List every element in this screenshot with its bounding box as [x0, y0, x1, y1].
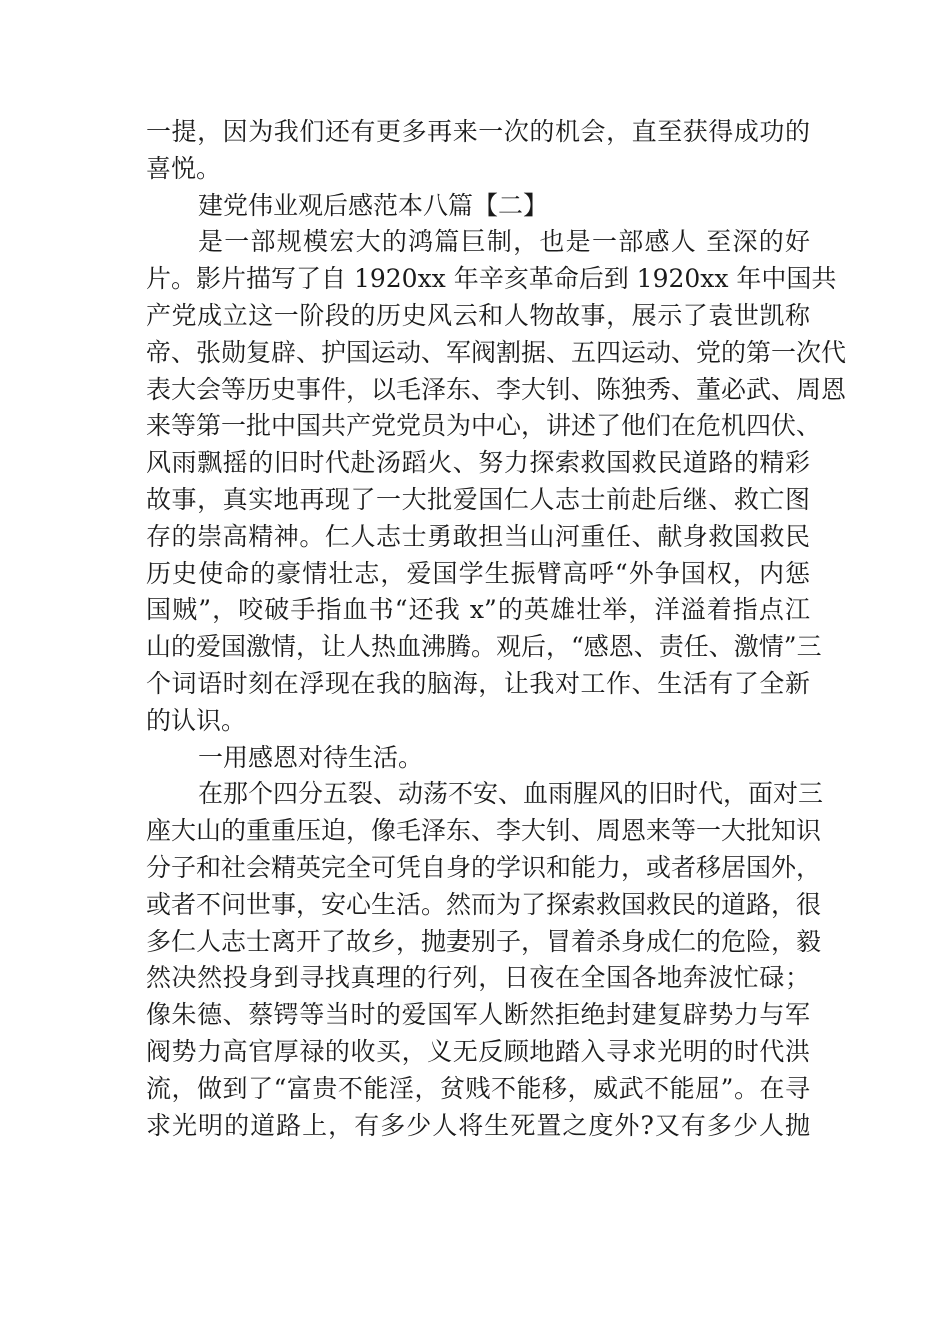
- text-line: 是一部规模宏大的鸿篇巨制，也是一部感人 至深的好: [198, 227, 810, 257]
- text-line: 求光明的道路上，有多少人将生死置之度外?又有多少人抛: [146, 1110, 810, 1140]
- text-line: 帝、张勋复辟、护国运动、军阀割据、五四运动、党的第一次代: [146, 337, 847, 367]
- text-line: 喜悦。: [146, 153, 222, 183]
- text-line: 一提，因为我们还有更多再来一次的机会，直至获得成功的: [146, 117, 810, 146]
- document-body: [146, 114, 847, 1144]
- text-line: 多仁人志士离开了故乡，抛妻别子，冒着杀身成仁的危险，毅: [146, 926, 822, 956]
- text-line: 座大山的重重压迫，像毛泽东、李大钊、周恩来等一大批知识: [146, 816, 822, 846]
- text-line: 阀势力高官厚禄的收买，义无反顾地踏入寻求光明的时代洪: [146, 1036, 810, 1066]
- text-line: 产党成立这一阶段的历史风云和人物故事，展示了袁世凯称: [146, 300, 810, 330]
- text-line: 一用感恩对待生活。: [198, 742, 424, 772]
- text-line: 然决然投身到寻找真理的行列，日夜在全国各地奔波忙碌；: [146, 963, 810, 993]
- text-line: 风雨飘摇的旧时代赴汤蹈火、努力探索救国救民道路的精彩: [146, 448, 810, 478]
- text-line: 在那个四分五裂、动荡不安、血雨腥风的旧时代，面对三: [198, 779, 824, 809]
- text-line: 国贼”，咬破手指血书“还我 x”的英雄壮举，洋溢着指点江: [146, 595, 810, 625]
- text-line: 或者不问世事，安心生活。然而为了探索救国救民的道路，很: [146, 889, 822, 919]
- text-line: 像朱德、蔡锷等当时的爱国军人断然拒绝封建复辟势力与军: [146, 1000, 810, 1030]
- text-line: 历史使命的豪情壮志，爱国学生振臂高呼“外争国权，内惩: [146, 558, 810, 588]
- text-line: 片。影片描写了自 1920xx 年辛亥革命后到 1920xx 年中国共: [146, 264, 837, 294]
- text-line: 的认识。: [146, 705, 247, 735]
- text-line: 存的崇高精神。仁人志士勇敢担当山河重任、献身救国救民: [146, 521, 810, 551]
- text-line: 来等第一批中国共产党党员为中心，讲述了他们在危机四伏、: [146, 411, 822, 441]
- text-line: 个词语时刻在浮现在我的脑海，让我对工作、生活有了全新: [146, 668, 810, 698]
- text-line: 建党伟业观后感范本八篇【二】: [198, 190, 549, 220]
- text-line: 故事，真实地再现了一大批爱国仁人志士前赴后继、救亡图: [146, 484, 810, 514]
- text-line: 流，做到了“富贵不能淫，贫贱不能移，威武不能屈”。在寻: [146, 1073, 810, 1103]
- text-line: 表大会等历史事件，以毛泽东、李大钊、陈独秀、董必武、周恩: [146, 374, 847, 404]
- text-line: 分子和社会精英完全可凭自身的学识和能力，或者移居国外，: [146, 852, 822, 882]
- text-line: 山的爱国激情，让人热血沸腾。观后，“感恩、责任、激情”三: [146, 632, 822, 662]
